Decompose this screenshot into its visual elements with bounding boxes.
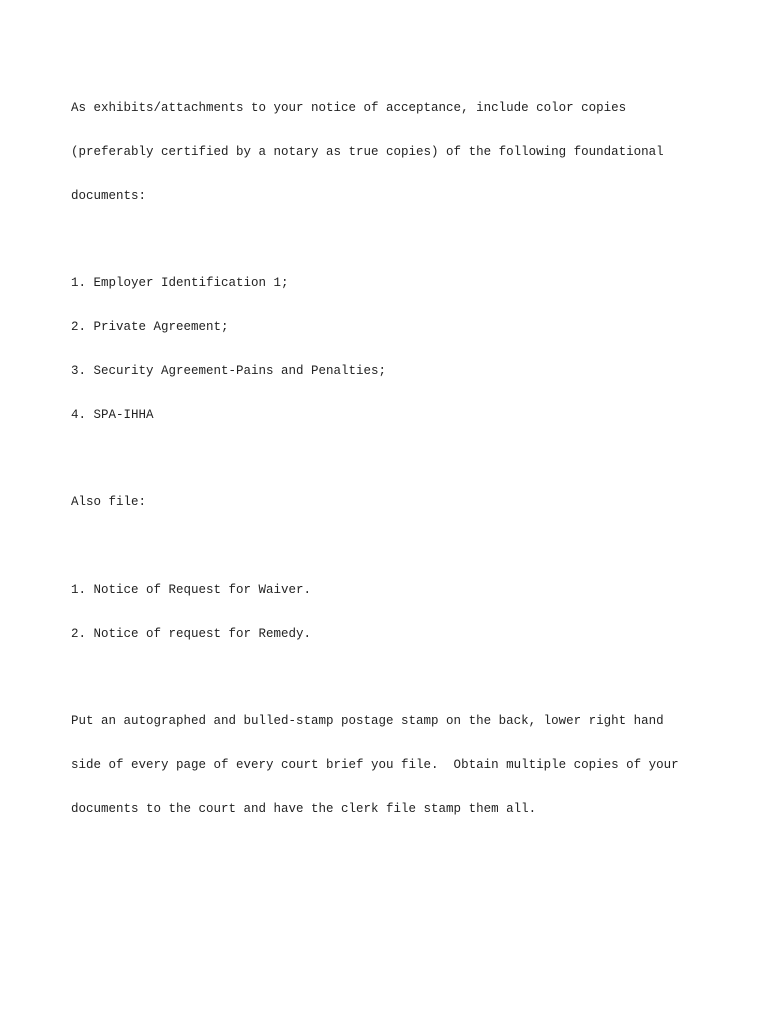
list-item: 1. Employer Identification 1; xyxy=(71,276,289,291)
document-body xyxy=(71,72,731,845)
blank-line xyxy=(71,233,731,248)
also-file-heading: Also file: xyxy=(71,495,147,510)
closing-line: side of every page of every court brief you file. Obtain multiple copies of your xyxy=(71,757,679,772)
blank-line xyxy=(71,451,731,466)
blank-line xyxy=(71,670,731,685)
list-item: 2. Private Agreement; xyxy=(71,320,229,335)
intro-line: As exhibits/attachments to your notice of acceptance, include color copies xyxy=(71,101,627,116)
intro-line: documents: xyxy=(71,188,147,203)
list-item: 1. Notice of Request for Waiver. xyxy=(71,582,312,597)
list-item: 4. SPA-IHHA xyxy=(71,407,154,422)
list-item: 2. Notice of request for Remedy. xyxy=(71,626,312,641)
list-item: 3. Security Agreement-Pains and Penalties; xyxy=(71,363,387,378)
closing-line: Put an autographed and bulled-stamp postage stamp on the back, lower right hand xyxy=(71,714,664,729)
intro-line: (preferably certified by a notary as true copies) of the following foundational xyxy=(71,144,664,159)
blank-line xyxy=(71,539,731,554)
closing-line: documents to the court and have the clerk file stamp them all. xyxy=(71,801,537,816)
